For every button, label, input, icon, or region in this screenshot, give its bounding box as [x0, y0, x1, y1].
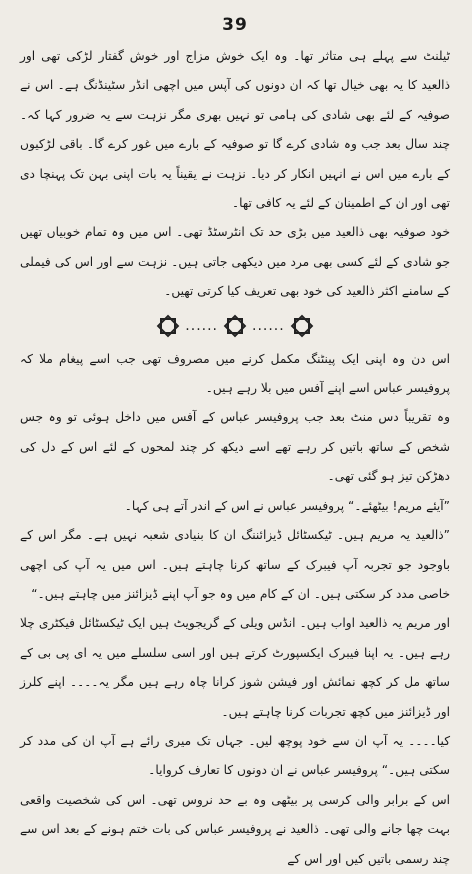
paragraph: اس دن وہ اپنی ایک پینٹنگ مکمل کرنے میں مصروف تھی جب اسے پیغام ملا کہ پروفیسر عباس اسے اپنے آفس میں بلا رہے ہیں۔ — [20, 351, 450, 396]
page-number: 39 — [222, 15, 248, 35]
paragraph: ”ذالعید یہ مریم ہیں۔ ٹیکسٹائل ڈیزائننگ ان کا بنیادی شعبہ نہیں ہے۔ مگر اس کے باوجود جو تجربہ آپ فیبرک کے ساتھ کرنا چاہتے ہیں۔ اس میں یہ آپ کی اچھی خاصی مدد کر سکتی ہیں۔ ان کے کام میں وہ جو آپ اپنے ڈیزائنز میں چاہتے ہیں۔“ — [20, 528, 450, 601]
eight-point-star-icon — [222, 313, 248, 339]
paragraph: ”آیئے مریم! بیٹھئے۔“ پروفیسر عباس نے اس کے اندر آتے ہی کہا۔ — [124, 498, 450, 513]
divider-dots: ...... — [252, 317, 285, 334]
paragraph: خود صوفیہ بھی ذالعید میں بڑی حد تک انٹرسٹڈ تھی۔ اس میں وہ تمام خوبیاں تھیں جو شادی کے لئے کسی بھی مرد میں دیکھی جاتی ہیں۔ نزہت سے اور اس کی فیملی کے سامنے اکثر ذالعید کی خود بھی تعریف کیا کرتی تھیں۔ — [20, 225, 450, 299]
paragraph: اور مریم یہ ذالعید اواب ہیں۔ انڈس ویلی کے گریجویٹ ہیں ایک ٹیکسٹائل فیکٹری چلا رہے ہیں۔ یہ اپنا فیبرک ایکسپورٹ کرتے ہیں اور اسی سلسلے میں یہ ای پی بی کے ساتھ مل کر کچھ نمائش اور فیشن شوز کرانا چاہ رہے ہیں مگر یہ۔۔۔۔ اپنے کلرز اور ڈیزائنز میں کچھ تجربات کرنا چاہتے ہیں۔ — [20, 616, 450, 719]
eight-point-star-icon — [289, 313, 315, 339]
eight-point-star-icon — [155, 313, 181, 339]
paragraph: اس کے برابر والی کرسی پر بیٹھی وہ بے حد نروس تھی۔ اس کی شخصیت واقعی بہت چھا جانے والی تھی۔ ذالعید نے پروفیسر عباس کی بات ختم ہونے کے بعد اس سے چند رسمی باتیں کیں اور اس کے — [20, 792, 450, 866]
divider-dots: ...... — [185, 317, 218, 334]
section-divider — [20, 309, 450, 343]
paragraph: کیا۔۔۔۔ یہ آپ ان سے خود پوچھ لیں۔ جہاں تک میری رائے ہے آپ ان کی مدد کر سکتی ہیں۔“ پروفیسر عباس نے ان دونوں کا تعارف کروایا۔ — [20, 733, 450, 778]
paragraph: وہ تقریباً دس منٹ بعد جب پروفیسر عباس کے آفس میں داخل ہوئی تو وہ جس شخص کے ساتھ باتیں کر رہے تھے اسے دیکھ کر چند لمحوں کے لئے اس کے دل کی دھڑکن تیز ہو گئی تھی۔ — [20, 410, 450, 484]
paragraph: ٹیلنٹ سے پہلے ہی متاثر تھا۔ وہ ایک خوش مزاج اور خوش گفتار لڑکی تھی اور ذالعید کا یہ بھی خیال تھا کہ ان دونوں کی آپس میں اچھی انڈر سٹینڈنگ ہے۔ اس نے صوفیہ کے لئے بھی شادی کی ہامی تو نہیں بھری مگر نزہت سے یہ ضرور کہا کہ۔ چند سال بعد جب وہ شادی کرے گا تو صوفیہ کے بارے میں غور کرے گا۔ باقی لڑکیوں کے بارے میں اس نے انہیں انکار کر دیا۔ نزہت نے یقیناً یہ بات اپنی بہن تک پہنچا دی تھی اور ان کے اطمینان کے لئے یہ کافی تھا۔ — [20, 49, 450, 211]
body-text — [20, 42, 450, 874]
